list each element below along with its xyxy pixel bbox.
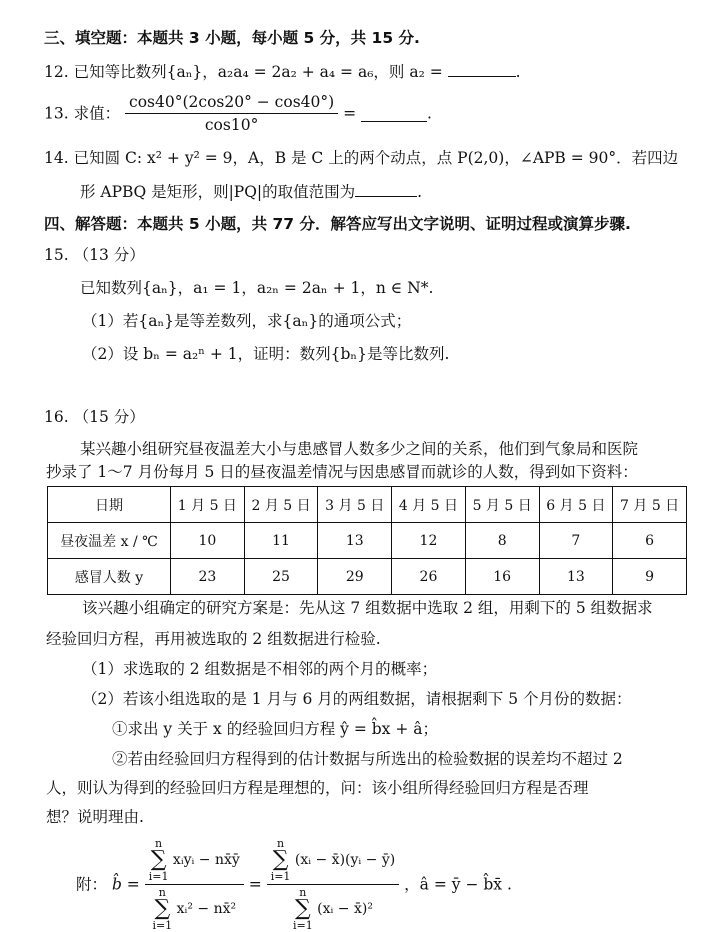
table-cell: 23: [171, 559, 245, 595]
q12-text: 已知等比数列{aₙ}，a₂a₄ = 2a₂ + a₄ = a₆，则 a₂ =: [73, 63, 443, 81]
q14-line1: 已知圆 C: x² + y² = 9，A，B 是 C 上的两个动点，点 P(2,0)，∠APB = 90°．若四边: [73, 149, 679, 167]
table-row-dates: [48, 487, 687, 523]
formula-den2-text: (xᵢ − x̄)²: [317, 901, 373, 917]
question-14-line1: [44, 147, 684, 169]
q15-given: 已知数列{aₙ}，a₁ = 1，a₂ₙ = 2aₙ + 1，n ∈ N*.: [80, 279, 434, 297]
table-cell: 11: [244, 523, 318, 559]
table-cell: 25: [244, 559, 318, 595]
sum-top: n: [277, 837, 285, 850]
question-12: [44, 60, 684, 83]
table-cell: 1 月 5 日: [171, 487, 245, 523]
table-cell: 16: [465, 559, 539, 595]
formula-a: ，â = ȳ − b̂x̄ .: [404, 875, 512, 894]
q13-fraction: [125, 93, 338, 134]
q16-plan-line1: 该兴趣小组确定的研究方案是：先从这 7 组数据中选取 2 组，用剩下的 5 组数据求: [82, 599, 653, 617]
q13-numerator: cos40°(2cos20° − cos40°): [125, 93, 338, 114]
sum-symbol: [271, 838, 291, 882]
formula-denominator-2: [267, 885, 400, 931]
sigma: ∑: [294, 896, 311, 921]
table-cell: 7: [539, 523, 613, 559]
sum-symbol: [152, 887, 172, 931]
sigma: ∑: [154, 896, 171, 921]
table-cell: 13: [539, 559, 613, 595]
sum-symbol: [149, 838, 169, 882]
q16-intro-line2: 抄录了 1～7 月份每月 5 日的昼夜温差情况与因患感冒而就诊的人数，得到如下资料：: [46, 463, 638, 481]
formula-fraction-1: [145, 838, 244, 931]
q15-score: （13 分）: [73, 246, 145, 264]
q13-blank[interactable]: [361, 105, 427, 122]
q12-end: .: [515, 63, 521, 81]
section3-header: 三、填空题：本题共 3 小题，每小题 5 分，共 15 分.: [44, 29, 420, 47]
formula-num2-text: (xᵢ − x̄)(yᵢ − ȳ): [294, 852, 396, 868]
formula-num1-text: xᵢyᵢ − nx̄ȳ: [172, 852, 240, 868]
question-16-title: [44, 406, 684, 428]
formula-denominator-1: [145, 885, 244, 931]
table-cell: 4 月 5 日: [392, 487, 466, 523]
table-cell: 13: [318, 523, 392, 559]
sum-bottom: i=1: [152, 919, 173, 932]
question-14-line2: [80, 180, 684, 203]
sum-bottom: i=1: [292, 919, 313, 932]
formula-fraction-2: [267, 838, 400, 931]
q16-sub2-line1: ②若由经验回归方程得到的估计数据与所选出的检验数据的误差均不超过 2: [112, 750, 623, 768]
table-cell: 2 月 5 日: [244, 487, 318, 523]
sigma: ∑: [150, 847, 167, 872]
formula-equals: =: [248, 875, 262, 894]
q16-part1: （1）求选取的 2 组数据是不相邻的两个月的概率；: [82, 660, 438, 678]
appendix-formula: [76, 838, 684, 931]
appendix-label: 附：: [76, 875, 108, 894]
sum-bottom: i=1: [148, 870, 169, 883]
q16-score: （15 分）: [73, 408, 145, 426]
q14-number: 14.: [44, 149, 69, 167]
table-row-patients: [48, 559, 687, 595]
table-cell: 6 月 5 日: [539, 487, 613, 523]
q13-equals: =: [343, 104, 357, 123]
q13-prefix: 求值：: [73, 104, 121, 123]
data-table: [47, 486, 687, 595]
section4-header: 四、解答题：本题共 5 小题，共 77 分．解答应写出文字说明、证明过程或演算步骤.: [44, 215, 631, 233]
sum-top: n: [299, 886, 307, 899]
table-cell: 5 月 5 日: [465, 487, 539, 523]
sum-top: n: [158, 886, 166, 899]
formula-numerator-1: [145, 838, 244, 885]
sum-symbol: [293, 887, 313, 931]
table-cell: 6: [613, 523, 687, 559]
q13-denominator: cos10°: [204, 116, 259, 134]
q12-blank[interactable]: [448, 60, 516, 77]
sum-top: n: [155, 837, 163, 850]
q16-sub2-line3: 想？说明理由.: [46, 808, 144, 826]
q16-number: 16.: [44, 408, 69, 426]
question-13: [44, 93, 684, 134]
q13-number: 13.: [44, 104, 69, 123]
formula-numerator-2: [267, 838, 400, 885]
question-15-title: [44, 244, 684, 266]
table-cell: 26: [392, 559, 466, 595]
q16-sub2-line2: 人，则认为得到的经验回归方程是理想的，问：该小组所得经验回归方程是否理: [46, 779, 589, 797]
table-cell: 10: [171, 523, 245, 559]
q16-part2: （2）若该小组选取的是 1 月与 6 月的两组数据，请根据剩下 5 个月份的数据：: [82, 690, 632, 708]
table-cell: 29: [318, 559, 392, 595]
q16-sub1: ①求出 y 关于 x 的经验回归方程 ŷ = b̂x + â；: [112, 720, 438, 738]
table-row-label: 感冒人数 y: [48, 559, 171, 595]
table-cell: 12: [392, 523, 466, 559]
q13-end: .: [427, 104, 432, 123]
q15-part2: （2）设 bₙ = a₂ⁿ + 1，证明：数列{bₙ}是等比数列.: [82, 345, 450, 363]
formula-den1-text: xᵢ² − nx̄²: [176, 901, 237, 917]
sum-bottom: i=1: [270, 870, 291, 883]
q14-end: .: [417, 183, 423, 201]
table-row-label: 昼夜温差 x / ℃: [48, 523, 171, 559]
q12-number: 12.: [44, 63, 69, 81]
q15-number: 15.: [44, 246, 69, 264]
sigma: ∑: [272, 847, 289, 872]
table-row-temperature: [48, 523, 687, 559]
formula-b-lhs: b̂ =: [111, 875, 140, 894]
q14-line2: 形 APBQ 是矩形，则|PQ|的取值范围为: [80, 183, 356, 201]
table-header-label: 日期: [48, 487, 171, 523]
table-cell: 8: [465, 523, 539, 559]
q16-plan-line2: 经验回归方程，再用被选取的 2 组数据进行检验.: [46, 630, 381, 648]
q16-intro-line1: 某兴趣小组研究昼夜温差大小与患感冒人数多少之间的关系，他们到气象局和医院: [80, 440, 639, 458]
table-cell: 7 月 5 日: [613, 487, 687, 523]
table-cell: 3 月 5 日: [318, 487, 392, 523]
table-cell: 9: [613, 559, 687, 595]
q15-part1: （1）若{aₙ}是等差数列，求{aₙ}的通项公式；: [82, 312, 412, 330]
q14-blank[interactable]: [355, 180, 417, 197]
